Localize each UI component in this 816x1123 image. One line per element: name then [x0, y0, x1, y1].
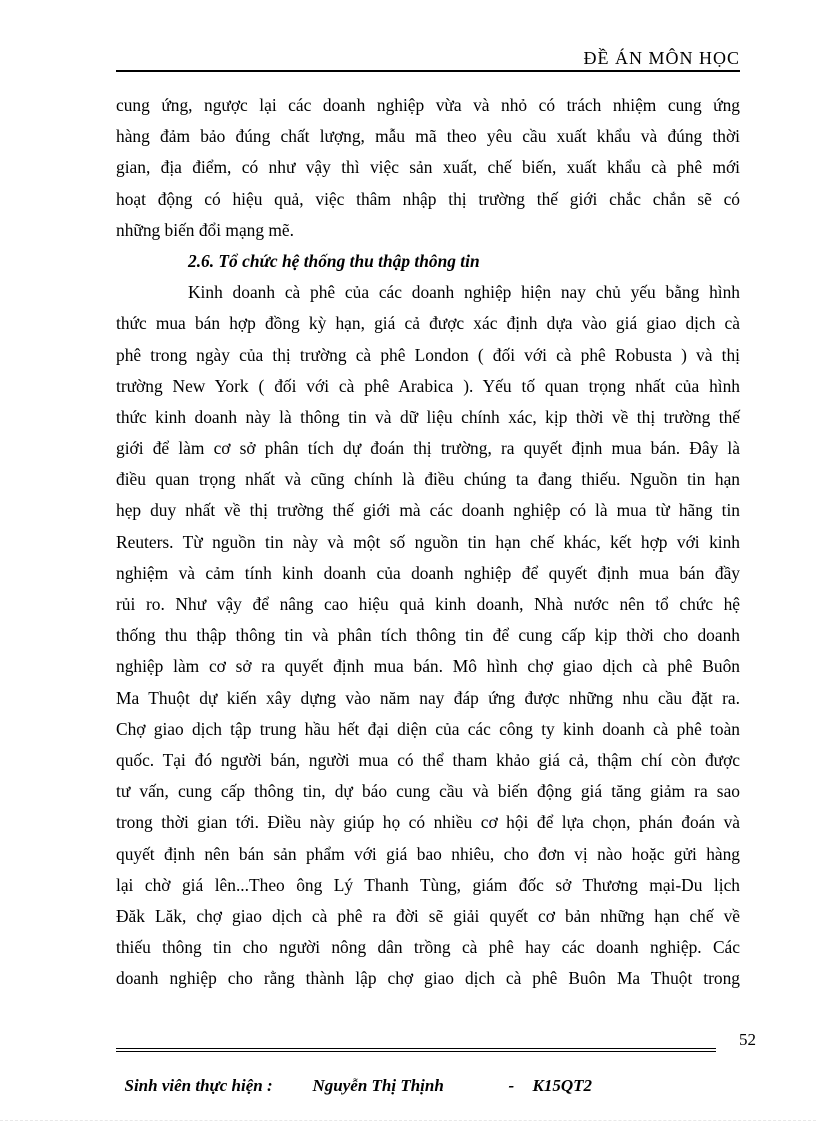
text-line: trong thời gian tới. Điều này giúp họ có nhiều cơ hội để lựa chọn, phán đoán và — [116, 812, 740, 833]
text-line: rủi ro. Như vậy để nâng cao hiệu quả kinh doanh, Nhà nước nên tổ chức hệ — [116, 594, 740, 614]
text-line: phê trong ngày của thị trường cà phê London ( đối với cà phê Robusta ) và thị — [116, 344, 740, 365]
text-line: hàng đảm bảo đúng chất lượng, mẫu mã theo yêu cầu xuất khẩu và đúng thời — [116, 126, 740, 147]
text-line: Đăk Lăk, chợ giao dịch cà phê ra đời sẽ giải quyết cơ bản những hạn chế về — [116, 905, 740, 926]
page-number: 52 — [739, 1030, 756, 1049]
text-line: giới để làm cơ sở phân tích dự đoán thị trường, ra quyết định mua bán. Đây là — [116, 438, 740, 459]
text-line: thiếu thông tin cho người nông dân trồng cà phê hay các doanh nghiệp. Các — [116, 937, 740, 958]
text-line: hoạt động có hiệu quả, việc thâm nhập thị trường thế giới chắc chắn sẽ có — [116, 188, 740, 209]
footer-text — [116, 1056, 592, 1096]
text-line: Chợ giao dịch tập trung hầu hết đại diện của các công ty kinh doanh cà phê toàn — [116, 718, 740, 739]
header-title: ĐỀ ÁN MÔN HỌC — [583, 48, 740, 68]
footer-separator: - — [508, 1076, 515, 1095]
section-heading: 2.6. Tổ chức hệ thống thu thập thông tin — [188, 250, 480, 271]
text-line: Reuters. Từ nguồn tin này và một số nguồn tin hạn chế khác, kết hợp với kinh — [116, 531, 740, 552]
text-line: điều quan trọng nhất và cũng chính là điều chúng ta đang thiếu. Nguồn tin hạn — [116, 469, 740, 490]
text-line: trường New York ( đối với cà phê Arabica ). Yếu tố quan trọng nhất của hình — [116, 375, 740, 396]
page-edge — [0, 1120, 816, 1121]
text-line: doanh nghiệp cho rằng thành lập chợ giao dịch cà phê Buôn Ma Thuột trong — [116, 968, 740, 989]
class-code: K15QT2 — [532, 1076, 592, 1095]
student-name: Nguyễn Thị Thịnh — [312, 1076, 444, 1095]
text-line: hẹp duy nhất về thị trường thế giới mà các doanh nghiệp có là mua từ hãng tin — [116, 500, 740, 521]
text-line: thống thu thập thông tin và phân tích thông tin để cung cấp kịp thời cho doanh — [116, 625, 740, 646]
text-line: thức kinh doanh này là thông tin và dữ liệu chính xác, kịp thời về thị trường thế — [116, 406, 740, 427]
text-line: Kinh doanh cà phê của các doanh nghiệp hiện nay chủ yếu bằng hình — [188, 282, 740, 303]
text-line: lại chờ giá lên...Theo ông Lý Thanh Tùng, giám đốc sở Thương mại-Du lịch — [116, 874, 740, 895]
header-rule — [116, 70, 740, 72]
text-line: những biến đổi mạng mẽ. — [116, 219, 294, 240]
text-line: tư vấn, cung cấp thông tin, dự báo cung cầu và biến động giá tăng giảm ra sao — [116, 781, 740, 802]
text-line: nghiệm và cảm tính kinh doanh của doanh nghiệp để quyết định mua bán đầy — [116, 562, 740, 583]
footer-rule — [116, 1051, 716, 1052]
footer-label: Sinh viên thực hiện : — [124, 1076, 273, 1095]
footer-rule — [116, 1048, 716, 1049]
text-line: gian, địa điểm, có như vậy thì việc sản xuất, chế biến, xuất khẩu cà phê mới — [116, 157, 740, 178]
body-text — [116, 90, 740, 994]
text-line: thức mua bán hợp đồng kỳ hạn, giá cả được xác định dựa vào giá giao dịch cà — [116, 313, 740, 334]
text-line: Ma Thuột dự kiến xây dựng vào năm nay đáp ứng được những nhu cầu đặt ra. — [116, 687, 740, 708]
text-line: nghiệp làm cơ sở ra quyết định mua bán. Mô hình chợ giao dịch cà phê Buôn — [116, 656, 740, 677]
text-line: quốc. Tại đó người bán, người mua có thể tham khảo giá cả, thậm chí còn được — [116, 749, 740, 770]
text-line: cung ứng, ngược lại các doanh nghiệp vừa và nhỏ có trách nhiệm cung ứng — [116, 95, 740, 115]
text-line: quyết định nên bán sản phẩm với giá bao nhiêu, cho đơn vị nào hoặc gửi hàng — [116, 843, 740, 864]
